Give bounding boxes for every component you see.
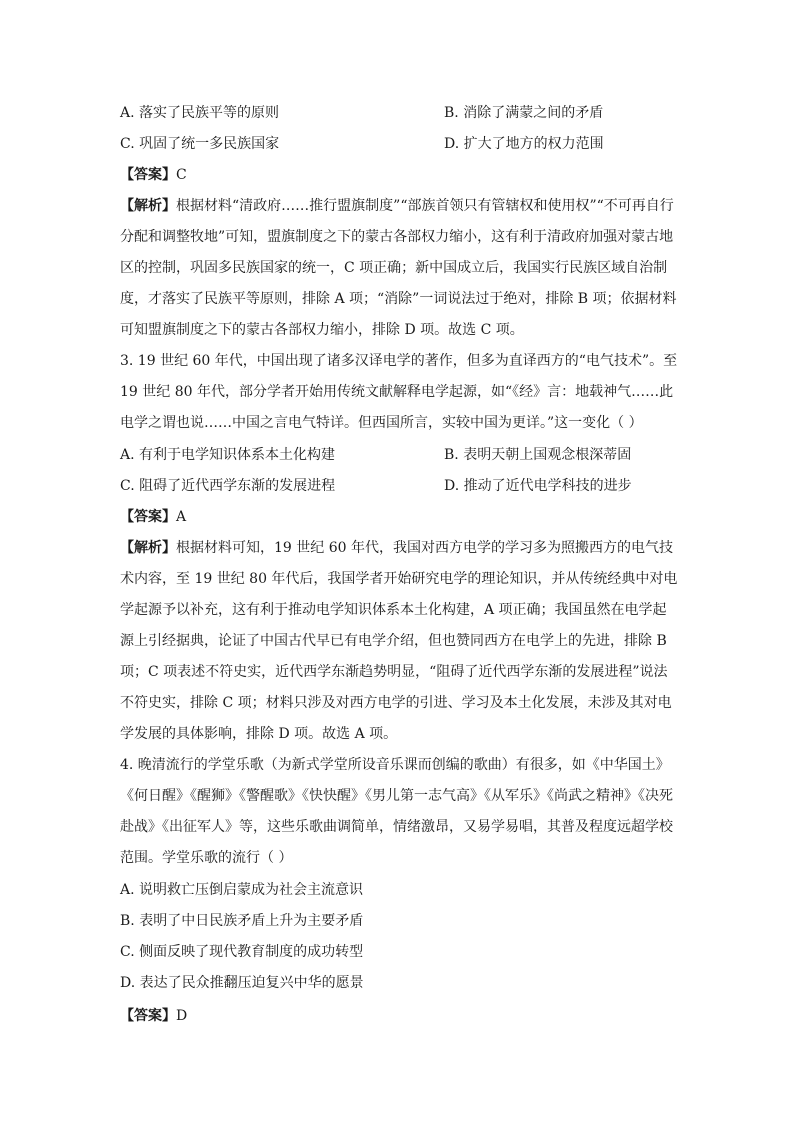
q3-option-c: C. 阻碍了近代西学东渐的发展进程: [120, 478, 336, 494]
q2-analysis-line-2: 分配和调整牧地”可知，盟旗制度之下的蒙古各部权力缩小，这有利于清政府加强对蒙古地: [120, 229, 674, 245]
q4-stem-line-4: 范围。学堂乐歌的流行（ ）: [120, 850, 293, 866]
q3-analysis-line-2: 术内容，至 19 世纪 80 年代后，我国学者开始研究电学的理论知识，并从传统经典中对电: [120, 571, 678, 587]
q3-answer-value: A: [176, 509, 187, 525]
q4-option-d: D. 表达了民众推翻压迫复兴中华的愿景: [120, 975, 364, 991]
q3-stem-line-3: 电学之谓也说……中国之言电气特详。但西国所言，实较中国为更详。”这一变化（ ）: [120, 415, 643, 431]
q3-analysis-label: 【解析】: [120, 540, 176, 556]
q4-option-a: A. 说明救亡压倒启蒙成为社会主流意识: [120, 882, 364, 898]
q3-option-a: A. 有利于电学知识体系本土化构建: [120, 447, 336, 463]
q3-analysis-line-1: [120, 538, 680, 558]
q2-answer: [120, 165, 680, 185]
q4-answer-label: 【答案】: [120, 1008, 176, 1024]
q4-option-c: C. 侧面反映了现代教育制度的成功转型: [120, 944, 364, 960]
q4-stem-line-1: 4. 晚清流行的学堂乐歌（为新式学堂所设音乐课而创编的歌曲）有很多，如《中华国土》: [120, 757, 670, 773]
q4-answer-value: D: [176, 1008, 188, 1024]
q3-option-d: D. 推动了近代电学科技的进步: [444, 478, 632, 494]
q2-answer-value: C: [176, 167, 187, 183]
q3-analysis-text-1: 根据材料可知，19 世纪 60 年代，我国对西方电学的学习多为照搬西方的电气技: [176, 540, 673, 556]
q2-option-b: B. 消除了满蒙之间的矛盾: [444, 105, 604, 121]
q3-answer: [120, 507, 680, 527]
q3-analysis-line-4: 源上引经据典，论证了中国古代早已有电学介绍，但也赞同西方在电学上的先进，排除 B: [120, 633, 667, 649]
q3-stem-line-2: 19 世纪 80 年代，部分学者开始用传统文献解释电学起源，如“《经》言：地载神气……此: [120, 384, 674, 400]
q3-analysis-line-3: 学起源予以补充，这有利于推动电学知识体系本土化构建，A 项正确；我国虽然在电学起: [120, 602, 667, 618]
q4-stem-line-2: 《何日醒》《醒狮》《警醒歌》《快快醒》《男儿第一志气高》《从军乐》《尚武之精神》《决死: [120, 788, 673, 804]
q4-option-b: B. 表明了中日民族矛盾上升为主要矛盾: [120, 913, 364, 929]
q3-analysis-line-5: 项；C 项表述不符史实，近代西学东渐趋势明显，“阻碍了近代西学东渐的发展进程”说法: [120, 664, 668, 680]
q2-analysis-line-5: 可知盟旗制度之下的蒙古各部权力缩小，排除 D 项。故选 C 项。: [120, 322, 524, 338]
q2-analysis-line-4: 度，才落实了民族平等原则，排除 A 项；“消除”一词说法过于绝对，排除 B 项；依据材料: [120, 291, 677, 307]
q3-stem-line-1: 3. 19 世纪 60 年代，中国出现了诸多汉译电学的著作，但多为直译西方的“电气技术”。至: [120, 353, 678, 369]
q3-analysis-line-7: 学发展的具体影响，排除 D 项。故选 A 项。: [120, 726, 398, 742]
q4-answer: [120, 1006, 680, 1026]
q4-stem-line-3: 赴战》《出征军人》等，这些乐歌曲调简单，情绪激昂，又易学易唱，其普及程度远超学校: [120, 819, 673, 835]
q2-analysis-line-1: [120, 196, 680, 216]
q2-answer-label: 【答案】: [120, 167, 176, 183]
q2-option-a: A. 落实了民族平等的原则: [120, 105, 280, 121]
q2-analysis-line-3: 区的控制，巩固多民族国家的统一，C 项正确；新中国成立后，我国实行民族区域自治制: [120, 260, 668, 276]
q2-option-c: C. 巩固了统一多民族国家: [120, 136, 280, 152]
q2-analysis-label: 【解析】: [120, 198, 176, 214]
q3-answer-label: 【答案】: [120, 509, 176, 525]
q2-option-d: D. 扩大了地方的权力范围: [444, 136, 604, 152]
q3-analysis-line-6: 不符史实，排除 C 项；材料只涉及对西方电学的引进、学习及本土化发展，未涉及其对电: [120, 695, 672, 711]
q3-option-b: B. 表明天朝上国观念根深蒂固: [444, 447, 632, 463]
q2-analysis-text-1: 根据材料“清政府……推行盟旗制度”“部族首领只有管辖权和使用权”“不可再自行: [176, 198, 674, 214]
